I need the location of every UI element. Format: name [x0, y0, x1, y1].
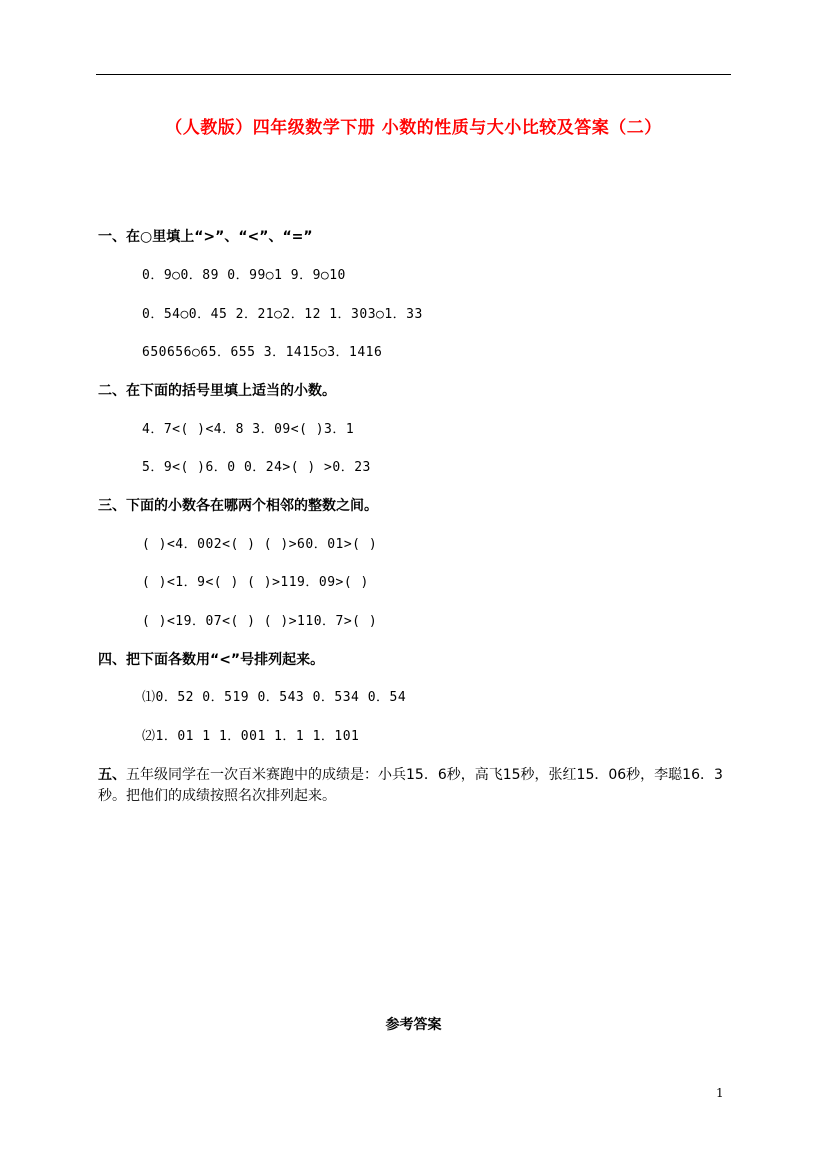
header-rule [96, 74, 731, 75]
question-4-line-2: ⑵1．01 1 1．001 1．1 1．101 [142, 729, 360, 744]
question-4-line-1: ⑴0．52 0．519 0．543 0．534 0．54 [142, 690, 407, 705]
question-1-line-2: 0．54○0．45 2．21○2．12 1．303○1．33 [142, 307, 423, 322]
question-5 [98, 765, 738, 807]
question-3-line-1: ( )<4．002<( ) ( )>60．01>( ) [142, 537, 378, 552]
question-3-line-2: ( )<1．9<( ) ( )>119．09>( ) [142, 575, 369, 590]
question-5-lead: 五、 [98, 767, 126, 783]
question-4-heading: 四、把下面各数用“<”号排列起来。 [98, 652, 325, 668]
question-3-heading: 三、下面的小数各在哪两个相邻的整数之间。 [98, 498, 378, 514]
question-2-line-1: 4．7<( )<4．8 3．09<( )3．1 [142, 422, 355, 437]
answers-title: 参考答案 [385, 1017, 442, 1033]
question-1-line-3: 650656○65．655 3．1415○3．1416 [142, 345, 383, 360]
page-number: 1 [716, 1086, 724, 1100]
question-1-line-1: 0．9○0．89 0．99○1 9．9○10 [142, 268, 346, 283]
question-2-line-2: 5．9<( )6．0 0．24>( ) >0．23 [142, 460, 371, 475]
document-title: （人教版）四年级数学下册 小数的性质与大小比较及答案（二） [165, 118, 662, 138]
question-2-heading: 二、在下面的括号里填上适当的小数。 [98, 383, 336, 399]
question-1-heading: 一、在○里填上“>”、“<”、“=” [98, 229, 313, 245]
question-5-text: 五年级同学在一次百米赛跑中的成绩是：小兵15．6秒，高飞15秒，张红15．06秒，李聪16．3秒。把他们的成绩按照名次排列起来。 [98, 767, 723, 804]
question-3-line-3: ( )<19．07<( ) ( )>110．7>( ) [142, 614, 378, 629]
